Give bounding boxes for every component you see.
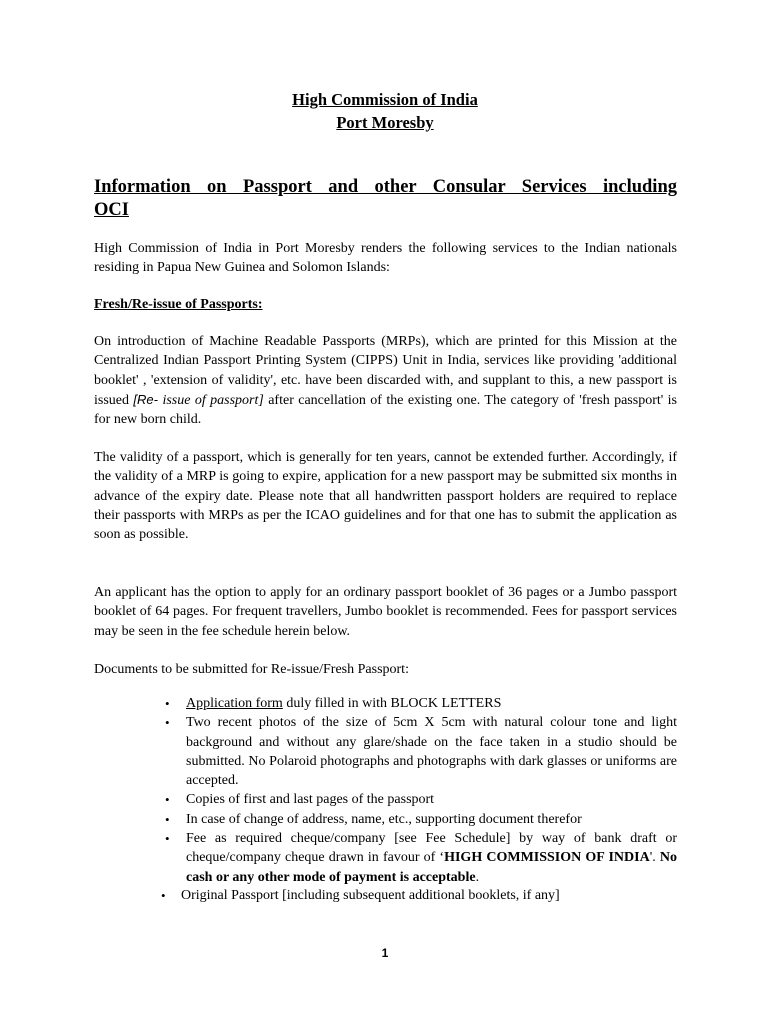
list-item [161, 886, 560, 905]
payment-warning: No cash or any other mode of payment is acceptable [186, 850, 677, 885]
bullet-symbol: • [165, 792, 170, 808]
list-item [165, 829, 677, 887]
bullet-text: In case of change of address, name, etc., supporting document therefor [186, 811, 582, 827]
payee-name: HIGH COMMISSION OF INDIA [444, 850, 650, 866]
bullet-symbol: • [161, 888, 166, 903]
header-subtitle: Port Moresby [336, 113, 434, 132]
bullet-symbol: • [165, 696, 170, 711]
page-heading-continued: OCI [94, 200, 129, 220]
bullet-text: Fee as required cheque/company [see Fee Schedule] by way of bank draft or cheque/company cheque drawn in favour of ‘ [186, 831, 677, 866]
bullet-text: '. [649, 850, 660, 866]
list-item [165, 713, 677, 790]
bullet-text: . [475, 869, 480, 885]
documents-list [165, 694, 677, 887]
bullet-symbol: • [165, 715, 170, 731]
bullet-symbol: • [165, 831, 170, 847]
bullet-text: Two recent photos of the size of 5cm X 5cm with natural colour tone and light background and without any glare/shade on the face taken in a studio should be submitted. No Polaroid photographs and photographs with dark glasses or uniforms are accepted. [186, 715, 677, 789]
list-item [165, 810, 677, 829]
page-number: 1 [381, 946, 389, 960]
bullet-text: duly filled in with BLOCK LETTERS [282, 696, 502, 711]
mrp-text-end: after cancellation of the existing one. The category of 'fresh passport' is for new born child. [94, 392, 678, 428]
intro-paragraph: High Commission of India in Port Moresby renders the following services to the Indian nationals residing in Papua New Guinea and Solomon Islands: [94, 241, 677, 276]
bullet-text: Copies of first and last pages of the passport [186, 792, 435, 808]
bullet-symbol: • [165, 811, 170, 827]
reissue-italic-b: issue of passport] [162, 392, 264, 408]
validity-paragraph: The validity of a passport, which is generally for ten years, cannot be extended further. Accordingly, if the validity of a MRP is going to expire, application for a new passport may be submitted six months in advance of the expiry date. Please note that all handwritten passport holders are required to replace their passports with MRPs as per the ICAO guidelines and for that one has to submit the application as soon as possible. [94, 450, 677, 543]
mrp-text: On introduction of Machine Readable Passports (MRPs), which are printed for this Mission at the Centralized Indian Passport Printing System (CIPPS) Unit in India, services like providing 'additional booklet' , 'extension of validity', etc. have been discarded with, and supplant to this, a new passport is issued [94, 334, 677, 408]
list-item [165, 790, 677, 809]
page-heading: Information on Passport and other Consular Services including [94, 177, 677, 197]
documents-intro: Documents to be submitted for Re-issue/Fresh Passport: [94, 662, 409, 677]
application-form-link[interactable]: Application form [186, 696, 283, 711]
booklet-paragraph: An applicant has the option to apply for an ordinary passport booklet of 36 pages or a Jumbo passport booklet of 64 pages. For frequent travellers, Jumbo booklet is recommended. Fees for passport services may be seen in the fee schedule herein below. [94, 585, 677, 639]
bullet-text: Original Passport [including subsequent additional booklets, if any] [181, 888, 560, 903]
mrp-paragraph [94, 332, 677, 429]
header-title: High Commission of India [292, 90, 478, 109]
reissue-italic-a: [Re- [133, 391, 163, 407]
list-item [165, 694, 677, 713]
section-title: Fresh/Re-issue of Passports: [94, 297, 263, 312]
